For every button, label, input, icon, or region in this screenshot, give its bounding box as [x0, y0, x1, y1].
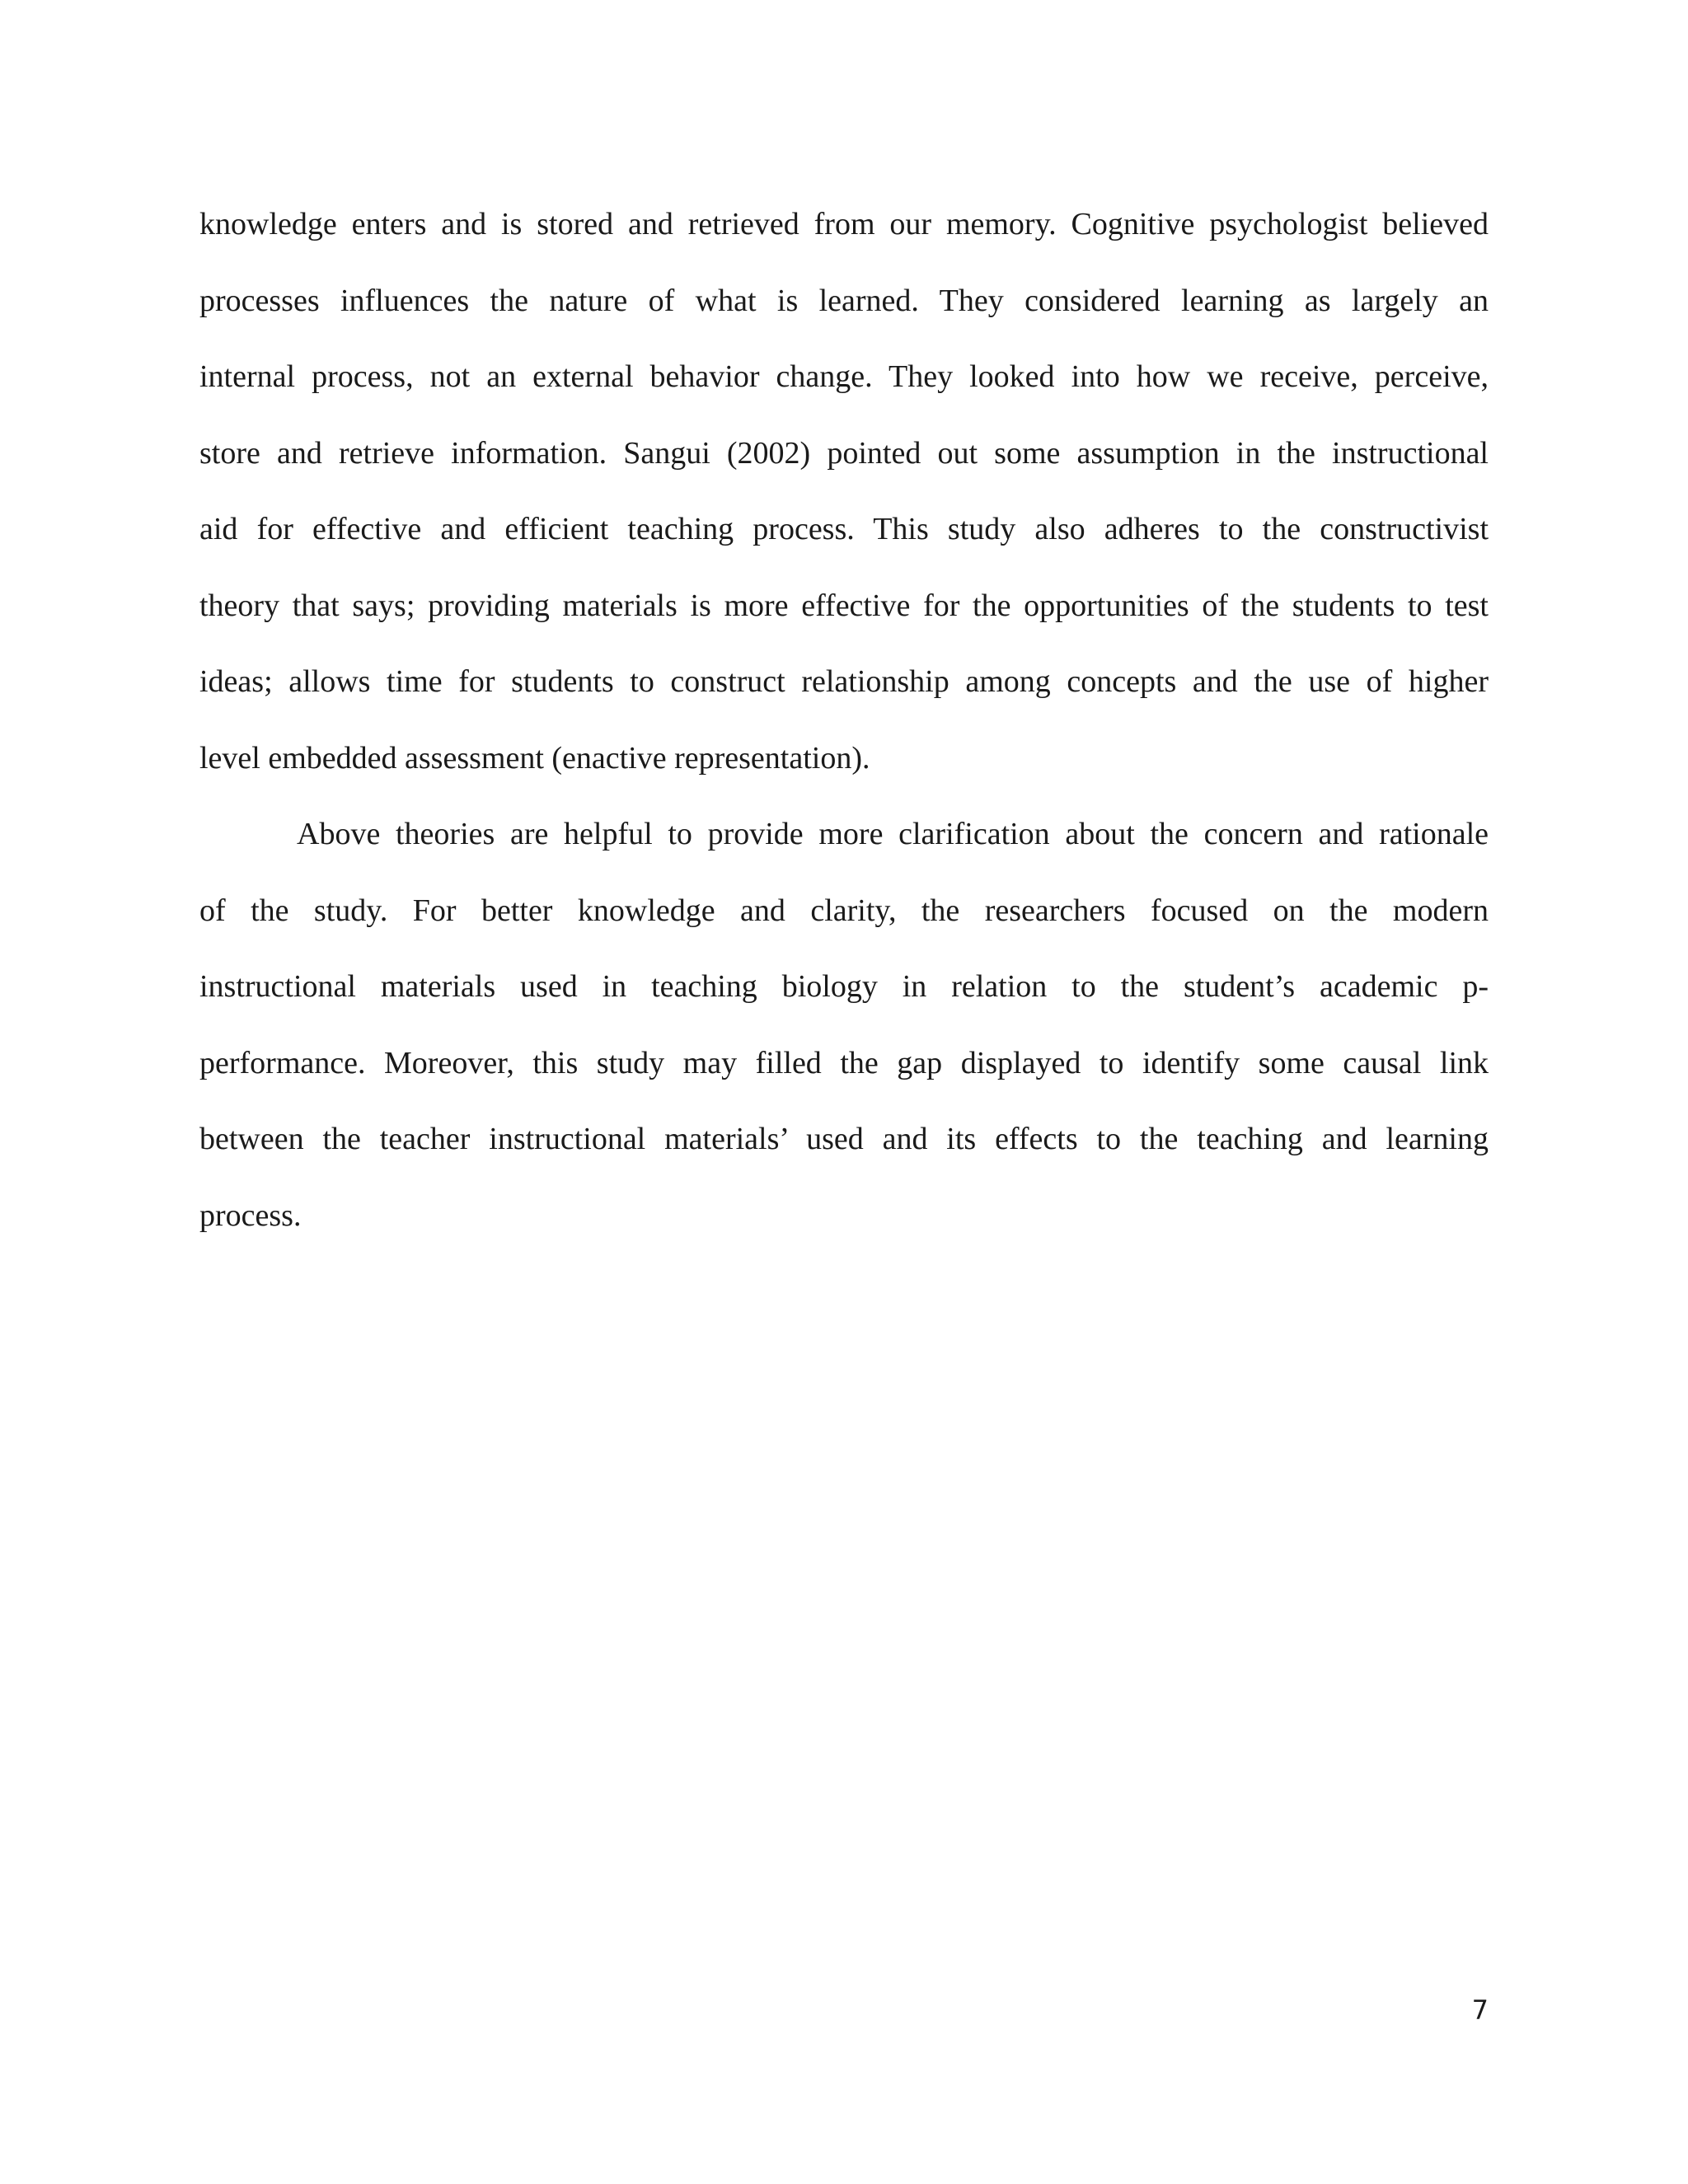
text-line: store and retrieve information. Sangui (2002) pointed out some assumption in the instructional: [199, 435, 1489, 471]
text-line: performance. Moreover, this study may filled the gap displayed to identify some causal link: [199, 1045, 1489, 1080]
text-line: processes influences the nature of what is learned. They considered learning as largely an: [199, 283, 1489, 318]
page-number: 7: [1471, 1994, 1489, 2026]
body-text: [199, 186, 1489, 1254]
paragraph-2: [199, 796, 1489, 1254]
text-line: ideas; allows time for students to construct relationship among concepts and the use of higher: [199, 664, 1489, 699]
text-line: Above theories are helpful to provide more clarification about the concern and rationale: [297, 817, 1489, 851]
text-line: between the teacher instructional materials’ used and its effects to the teaching and learning: [199, 1122, 1489, 1156]
text-line: instructional materials used in teaching biology in relation to the student’s academic p-: [199, 969, 1489, 1004]
text-line: theory that says; providing materials is more effective for the opportunities of the students to test: [199, 588, 1489, 623]
text-line: of the study. For better knowledge and clarity, the researchers focused on the modern: [199, 893, 1489, 928]
text-line: level embedded assessment (enactive representation).: [199, 740, 870, 776]
paragraph-1: [199, 186, 1489, 796]
text-line: knowledge enters and is stored and retrieved from our memory. Cognitive psychologist believed: [199, 207, 1489, 241]
text-line: aid for effective and efficient teaching process. This study also adheres to the constructivist: [199, 512, 1489, 546]
text-line: internal process, not an external behavior change. They looked into how we receive, perceive,: [199, 359, 1489, 394]
text-line: process.: [199, 1197, 302, 1233]
